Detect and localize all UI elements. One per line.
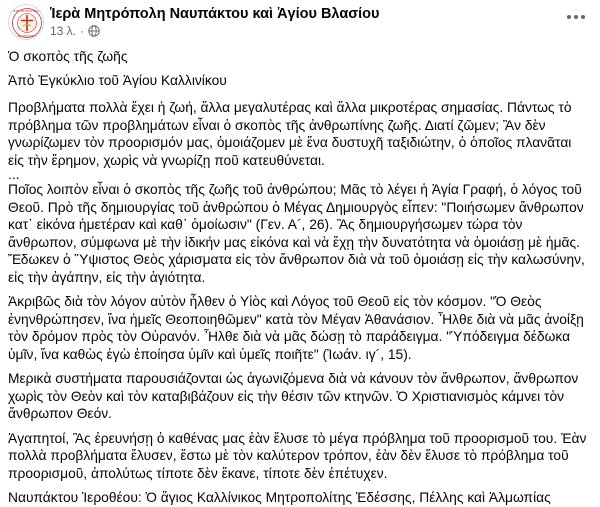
page-avatar[interactable] — [8, 4, 44, 40]
paragraph-3 — [8, 293, 592, 363]
paragraph-4 — [8, 370, 592, 423]
svg-text:ΙΕΡΑ ΜΗΤΡΟΠΟΛΙΣ: ΙΕΡΑ ΜΗΤΡΟΠΟΛΙΣ — [13, 8, 41, 13]
paragraph-line: ἄνθρωπον, σύμφωνα μὲ τὴν ἰδικήν μας εἰκόνα καὶ νὰ ἔχῃ τὴν δυνατότητα νὰ ὁμοιάσῃ μὲ ἡμᾶς. — [8, 234, 580, 250]
more-horizontal-icon — [567, 15, 571, 19]
more-options-button[interactable] — [564, 8, 588, 26]
svg-text:ΝΑΥΠΑΚΤΟΥ: ΝΑΥΠΑΚΤΟΥ — [17, 34, 37, 38]
paragraph-5 — [8, 430, 592, 483]
paragraph-1 — [8, 99, 592, 169]
paragraph-line: χωρὶς τὸν Θεὸν καὶ τὸν καταβιβάζουν εἰς τὴν θέσιν τῶν κτηνῶν. Ὁ Χριστιανισμὸς κάμνει τὸν — [8, 388, 565, 404]
paragraph-line: Ἀκριβῶς διὰ τὸν λόγον αὐτὸν ἦλθεν ὁ Υἱὸς καὶ Λόγος τοῦ Θεοῦ εἰς τὸν κόσμον. "Ὁ Θεὸς — [8, 294, 542, 309]
paragraph-line: Ἔδωκεν ὁ Ὕψιστος Θεὸς χάρισματα εἰς τὸν ἄνθρωπον διὰ νὰ τοῦ ὁμοιάσῃ εἰς τὴν καλωσύνην, — [8, 252, 585, 267]
paragraph-line: πολλὰ προβλήματα ἔλυσεν, ἔστω μὲ τὸν καλύτερον τρόπον, ἐὰν δὲν ἔλυσε τὸ πρόβλημα τοῦ — [8, 448, 569, 463]
paragraph-line: Μερικὰ συστήματα παρουσιάζονται ὡς ἀγωνιζόμενα διὰ νὰ κάνουν τὸν ἄνθρωπον, ἄνθρωπον — [8, 371, 579, 386]
post-meta — [50, 24, 100, 38]
page-name-link[interactable]: Ἱερὰ Μητρόπολη Ναυπάκτου καὶ Ἁγίου Βλασίου — [50, 6, 380, 22]
post-source: Ἀπὸ Ἐγκύκλιο τοῦ Ἁγίου Καλλινίκου — [8, 72, 227, 88]
ellipsis: ... — [8, 167, 20, 182]
post-footer-citation: Ναυπάκτου Ἱεροθέου: Ὁ ἅγιος Καλλίνικος Μητροπολίτης Ἐδέσσης, Πέλλης καὶ Ἀλμωπίας — [8, 490, 551, 505]
post-header — [0, 0, 600, 44]
paragraph-line: τὸν δρόμον πρὸς τὸν Οὐρανόν. Ἦλθε διὰ νὰ μᾶς δώσῃ τὸ παράδειγμα. "Ὑπόδειγμα δέδωκα — [8, 329, 571, 344]
paragraph-line: προορισμοῦ, ἀπολύτως τίποτε δὲν ἔκανε, τίποτε δὲν ἐπέτυχεν. — [8, 465, 388, 481]
paragraph-line: ὑμῖν, ἵνα καθὼς ἐγὼ ἐποίησα ὑμῖν καὶ ὑμεῖς ποιῆτε" (Ἰωάν. ιγ´, 15). — [8, 346, 412, 362]
paragraph-line: Προβλήματα πολλὰ ἔχει ἡ ζωή, ἄλλα μεγαλυτέρας καὶ ἄλλα μικροτέρας σημασίας. Πάντως τὸ — [8, 100, 572, 115]
paragraph-line: εἰς τὴν ἀγάπην, εἰς τὴν ἁγιότητα. — [8, 269, 206, 285]
paragraph-line: ἄνθρωπον Θεόν. — [8, 406, 112, 421]
metropolis-seal-icon — [9, 5, 44, 40]
paragraph-line: γνωρίζωμεν τὸν προορισμόν μας, ὁμοιάζομεν μὲ ἕνα δυστυχῆ ταξιδιώτην, ὁ ὁποῖος πλανᾶται — [8, 135, 572, 150]
paragraph-2 — [8, 181, 592, 286]
paragraph-line: Ἀγαπητοί, Ἂς ἐρευνήσῃ ὁ καθένας μας ἐὰν ἔλυσε τὸ μέγα πρόβλημα τοῦ προορισμοῦ του. Ἐὰν — [8, 430, 587, 446]
more-horizontal-icon — [574, 15, 578, 19]
paragraph-line: πρόβλημα τῶν προβλημάτων εἶναι ὁ σκοπὸς τῆς ἀνθρωπίνης ζωῆς. Διατί ζῶμεν; Ἂν δὲν — [8, 117, 546, 133]
paragraph-line: Ποῖος λοιπὸν εἶναι ὁ σκοπὸς τῆς ζωῆς τοῦ ἀνθρώπου; Μᾶς τὸ λέγει ἡ Ἁγία Γραφή, ὁ λόγος τοῦ — [8, 182, 582, 197]
post-body — [8, 48, 592, 507]
post-timestamp[interactable]: 13 λ. — [50, 24, 77, 38]
more-horizontal-icon — [581, 15, 585, 19]
meta-separator: · — [80, 24, 85, 38]
paragraph-line: εἰς τὴν ἔρημον, χωρὶς νὰ γνωρίζῃ ποῦ κατευθύνεται. — [8, 152, 325, 168]
globe-icon[interactable] — [88, 25, 100, 37]
post-title: Ὁ σκοπὸς τῆς ζωῆς — [8, 49, 128, 64]
paragraph-line: ἐνηνθρώπησεν, ἵνα ἡμεῖς Θεοποιηθῶμεν" κατὰ τὸν Μέγαν Ἀθανάσιον. Ἦλθε διὰ νὰ μᾶς ἀνοίξῃ — [8, 311, 584, 327]
paragraph-line: κατ᾽ εἰκόνα ἡμετέραν καὶ καθ᾽ ὁμοίωσιν" (Γεν. Α´, 26). Ἂς δημιουργήσωμεν τώρα τὸν — [8, 217, 523, 232]
paragraph-line: Θεοῦ. Πρὸ τῆς δημιουργίας τοῦ ἀνθρώπου ὁ Μέγας Δημιουργὸς εἶπεν: "Ποιήσωμεν ἄνθρωπον — [8, 199, 584, 215]
